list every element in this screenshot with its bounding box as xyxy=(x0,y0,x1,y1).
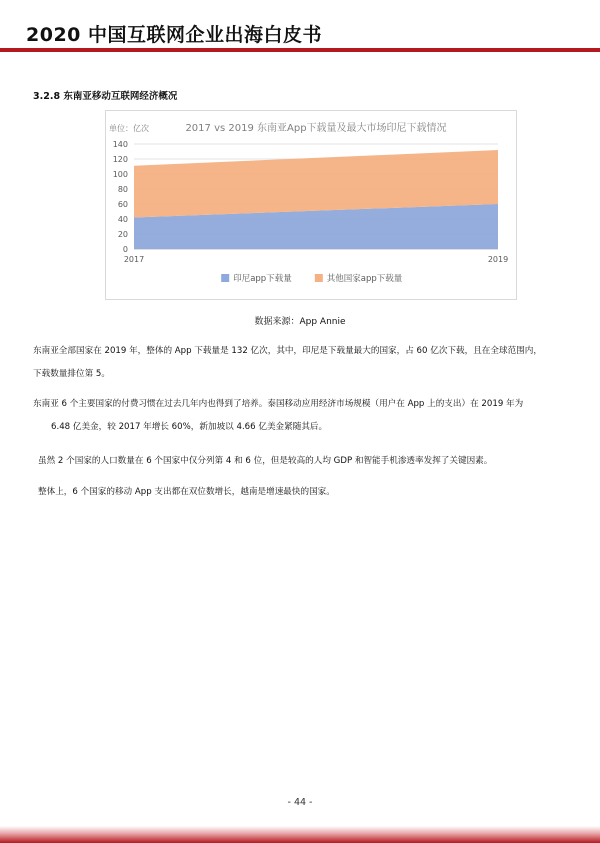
chart-y-unit-label: 单位：亿次 xyxy=(109,124,149,133)
paragraph-line: 下载数量排位第 5。 xyxy=(33,369,110,379)
y-tick-label: 120 xyxy=(112,155,128,164)
paragraph-line: 东南亚 6 个主要国家的付费习惯在过去几年内也得到了培养。泰国移动应用经济市场规模（用户在 App 上的支出）在 2019 年为 xyxy=(33,399,524,409)
y-tick-label: 140 xyxy=(112,140,128,149)
chart-source-caption: 数据来源：App Annie xyxy=(254,317,346,327)
chart-svg xyxy=(106,111,516,299)
paragraph-overall-growth: 整体上，6 个国家的移动 App 支出都在双位数增长，越南是增速最快的国家。 xyxy=(38,487,335,497)
chart xyxy=(105,110,517,300)
footer-band xyxy=(0,826,600,843)
paragraph-line: 6.48 亿美金，较 2017 年增长 60%，新加坡以 4.66 亿美金紧随其后。 xyxy=(51,422,328,432)
paragraph-population-gdp: 虽然 2 个国家的人口数量在 6 个国家中仅分列第 4 和 6 位，但是较高的人均 GDP 和智能手机渗透率发挥了关键因素。 xyxy=(38,456,493,466)
y-tick-label: 80 xyxy=(117,185,128,194)
x-tick-label: 2019 xyxy=(487,255,509,264)
legend-label: 印尼app下载量 xyxy=(233,274,292,284)
legend-label: 其他国家app下载量 xyxy=(326,274,403,284)
section-title: 3.2.8 东南亚移动互联网经济概况 xyxy=(33,91,178,102)
chart-areas xyxy=(134,150,498,249)
paragraph-download-volume xyxy=(33,340,578,386)
y-tick-label: 60 xyxy=(117,200,128,209)
page-header-title: 2020 中国互联网企业出海白皮书 xyxy=(26,24,322,46)
x-tick-label: 2017 xyxy=(123,255,145,264)
y-tick-label: 40 xyxy=(117,215,128,224)
legend-swatch xyxy=(221,274,229,282)
header-divider xyxy=(0,48,600,52)
chart-title: 2017 vs 2019 东南亚App下载量及最大市场印尼下载情况 xyxy=(185,123,447,134)
legend-swatch xyxy=(315,274,323,282)
y-tick-label: 100 xyxy=(112,170,128,179)
paragraph-line: 东南亚全部国家在 2019 年，整体的 App 下载量是 132 亿次，其中，印尼是下载量最大的国家，占 60 亿次下载，且在全球范围内， xyxy=(33,346,542,356)
y-tick-label: 20 xyxy=(117,230,128,239)
chart-legend xyxy=(221,273,403,284)
y-tick-label: 0 xyxy=(122,245,128,254)
paragraph-payment-habits xyxy=(33,393,578,439)
page-number: - 44 - xyxy=(287,797,313,808)
